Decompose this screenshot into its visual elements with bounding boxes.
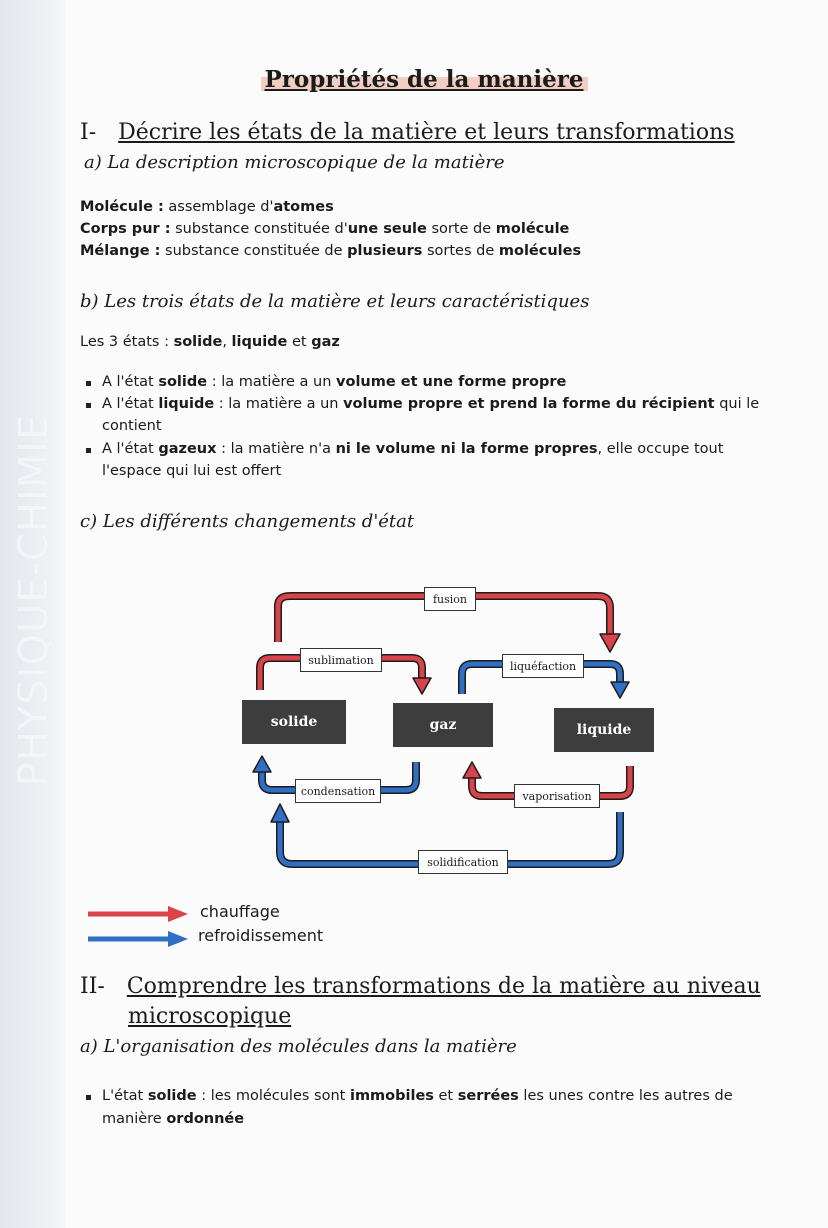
label-sublimation: sublimation bbox=[300, 648, 382, 672]
label-vaporisation: vaporisation bbox=[514, 784, 600, 808]
bullet-solide-molecules-cont: manière ordonnée bbox=[102, 1111, 245, 1127]
section2-a-title: a) L'organisation des molécules dans la matière bbox=[80, 1036, 517, 1057]
bullet-liquide: A l'état liquide : la matière a un volume propre et prend la forme du récipient qui le bbox=[102, 396, 760, 412]
bullet-solide-molecules: L'état solide : les molécules sont immobiles et serrées les unes contre les autres de bbox=[102, 1088, 733, 1104]
definition-molecule: Molécule : assemblage d'atomes bbox=[80, 199, 334, 215]
label-fusion: fusion bbox=[424, 587, 476, 611]
section2-heading: II- Comprendre les transformations de la matière au niveau bbox=[80, 974, 761, 999]
state-gaz: gaz bbox=[393, 703, 493, 747]
label-liquefaction: liquéfaction bbox=[502, 654, 584, 678]
section2-heading-cont: microscopique bbox=[128, 1004, 292, 1029]
page-title: Propriétés de la manière bbox=[0, 66, 828, 93]
section1-heading: I- Décrire les états de la matière et leurs transformations bbox=[80, 120, 735, 145]
bullet-dot bbox=[86, 1095, 91, 1100]
state-solide: solide bbox=[242, 700, 346, 744]
definition-corps-pur: Corps pur : substance constituée d'une seule sorte de molécule bbox=[80, 221, 570, 237]
legend-cooling: refroidissement bbox=[198, 926, 324, 945]
states-intro: Les 3 états : solide, liquide et gaz bbox=[80, 334, 340, 350]
arrowhead-fusion bbox=[600, 634, 620, 652]
bullet-gazeux-cont: l'espace qui lui est offert bbox=[102, 463, 282, 479]
label-condensation: condensation bbox=[295, 779, 381, 803]
section1-a-title: a) La description microscopique de la matière bbox=[84, 152, 505, 173]
bullet-gazeux: A l'état gazeux : la matière n'a ni le volume ni la forme propres, elle occupe tout bbox=[102, 441, 724, 457]
section1-b-title: b) Les trois états de la matière et leurs caractéristiques bbox=[80, 291, 590, 312]
state-liquide: liquide bbox=[554, 708, 654, 752]
bullet-liquide-cont: contient bbox=[102, 418, 162, 434]
label-solidification: solidification bbox=[418, 850, 508, 874]
bullet-solide: A l'état solide : la matière a un volume et une forme propre bbox=[102, 374, 567, 390]
legend-heating: chauffage bbox=[200, 902, 280, 921]
section1-c-title: c) Les différents changements d'état bbox=[80, 511, 415, 532]
document-page: PHYSIQUE-CHIMIE Propriétés de la manière I- Décrire les états de la matière et leurs transformations a) La description microscopique de la matière Molécule : assemblage d'atomes Corps pur : substance constituée d'une seule sorte de molécule Mélange : substance constituée de plusieurs sortes de molécules b) Les trois états de la matière et leurs caractéristiques Les 3 états : solide, liquide et gaz A l'état solide : la matière a un volume et une forme propre A l'état liquide : la matière a un volume propre et prend la forme du récipient qui le contient A l'état gazeux : la matière n'a ni le volume ni la forme propres, elle occupe tout l'espace qui lui est offert c) Les différents changements d'état solide gaz liquide fusion sublimation liquéfaction condensation vaporisation solidification chauffage refroidissement II- Comprendre les transformations de la matière au niveau microscopique a) L'organisation des molécules dans la matière L'état solide : les molécules sont immobiles et serrées les unes contre les autres de manière ordonnée bbox=[0, 0, 828, 1228]
definition-melange: Mélange : substance constituée de plusieurs sortes de molécules bbox=[80, 243, 582, 259]
